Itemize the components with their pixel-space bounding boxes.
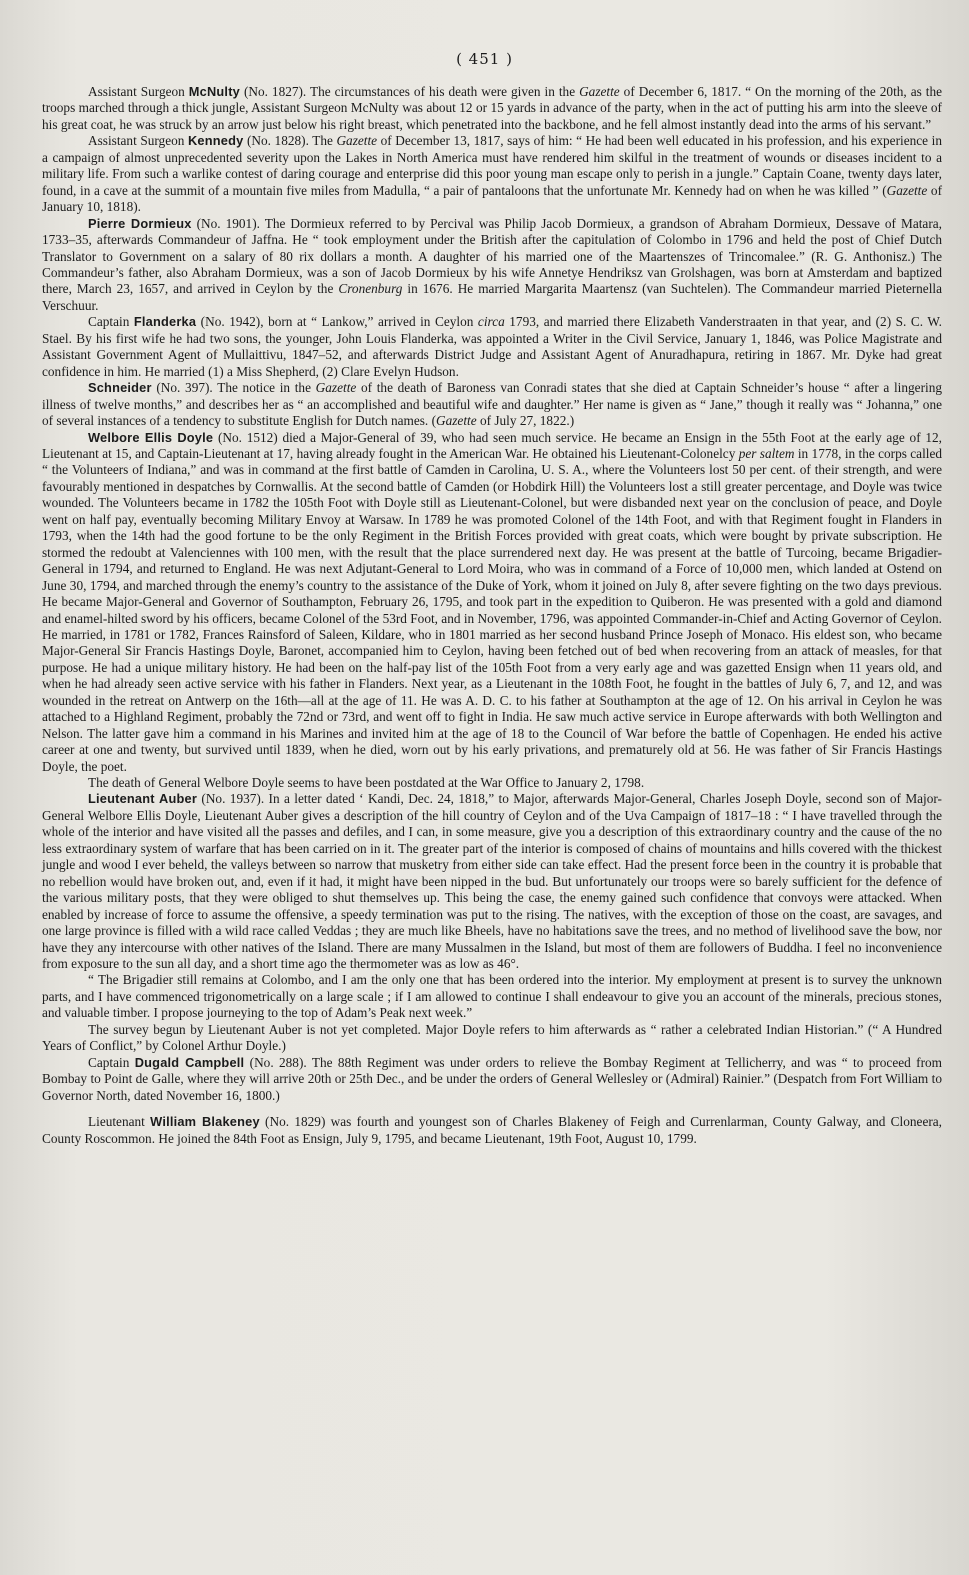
auber-letter-continued: [42, 972, 942, 1021]
entry-prefix: Captain: [88, 314, 134, 330]
entry-kennedy: [42, 133, 942, 215]
entry-text: of the death of Baroness van Conradi states that she died at Captain Schneider’s house “ after a lingering illness of twelve months,” and describes her as “ an accomplished and beautiful wife and daughter.” Her name is given as “ Jane,” though it really was “ Johanna,” one of several instances of a tendency to substitute English for Dutch names. (: [42, 380, 942, 429]
entry-mcnulty: [42, 84, 942, 133]
entry-name: Schneider: [88, 380, 152, 396]
entry-name: Lieutenant Auber: [88, 791, 198, 807]
entry-name: William Blakeney: [150, 1114, 260, 1130]
entry-name: Welbore Ellis Doyle: [88, 429, 214, 445]
entry-italic: Cronenburg: [338, 281, 403, 297]
entry-text: (No. 1828). The: [243, 133, 337, 149]
entry-text: of December 13, 1817, says of him: “ He had been well educated in his profession, and his experience in a campaign of almost unprecedented severity upon the Lakes in North America must have rendered him skilful in the treatment of wounds or diseases incident to a military life. From such a warlike contest of daring courage and enterprise did this poor young man escape only to perish in a jungle.” Captain Coane, twenty days later, found, in a cave at the summit of a mountain five miles from Madulla, “ a pair of pantaloons that the unfortunate Mr. Kennedy had on when he was killed ” (: [42, 133, 942, 198]
entry-text: (No. 1901). The Dormieux referred to by Percival was Philip Jacob Dormieux, a grandson of Abraham Dormieux, Dessave of Matara, 1733–35, afterwards Commandeur of Jaffna. He “ took employment under the British after the capitulation of Colombo in 1796 and held the post of Chief Dutch Translator to Government on a salary of 80 rix dollars a month. A daughter of his married one of the Maartenszes of Trincomalee.” (R. G. Anthonisz.) The Commandeur’s father, also Abraham Dormieux, was a son of Jacob Dormieux by his wife Annetye Hendriksz van Grolshagen, was born at Amsterdam and baptized there, March 23, 1657, and arrived in Ceylon by the: [42, 215, 942, 297]
doyle-death-note: [42, 775, 942, 791]
entry-schneider: [42, 380, 942, 429]
entry-text: (No. 1937). In a letter dated ‘ Kandi, Dec. 24, 1818,” to Major, afterwards Major-General, Charles Joseph Doyle, second son of Major-General Welbore Ellis Doyle, Lieutenant Auber gives a description of the hill country of Ceylon and of the Uva Campaign of 1817–18 : “ I have travelled through the whole of the interior and have visited all the passes and defiles, and I can, in some measure, give you a description of this extraordinary country and the cause of the no less extraordinary system of warfare that has been carried on in it. The greater part of the interior is composed of chains of mountains and hills covered with the thickest jungle and wood I ever beheld, the valleys between so narrow that musketry from either side can take effect. Had the present force been in the country it is probable that no rebellion would have broken out, and, even if it had, it might have been nipped in the bud. But unfortunately our troops were so barely sufficient for the defence of the various military posts, that they were obliged to shut themselves up. This being the case, the enemy gained such confidence that convoys were attacked. When enabled by increase of force to assume the offensive, a speedy termination was put to the rising. The natives, with the exception of those on the coast, are savages, and one large province is filled with a wild race called Veddas ; they are much like Bheels, have no habitations save the trees, and no method of livelihood save the bow, nor have they any intercourse with other natives of the Island. There are many Mussalmen in the Island, but most of them are followers of Buddha. I feel no inconvenience from exposure to the sun all day, and a short time ago the thermometer was as low as 46°.: [42, 791, 942, 972]
entry-italic: Gazette: [436, 413, 477, 429]
entry-text: of January 10, 1818).: [42, 182, 943, 215]
entry-campbell: [42, 1055, 942, 1104]
entry-italic: Gazette: [336, 133, 378, 149]
entry-text: “ The Brigadier still remains at Colombo, and I am the only one that has been ordered into the interior. My employment at present is to survey the unknown parts, and I have commenced trigonometrically on a large scale ; if I am allowed to continue I shall endeavour to give you an account of the minerals, precious stones, and valuable timber. I propose journeying to the top of Adam’s Peak next week.”: [42, 972, 942, 1021]
auber-survey-note: [42, 1022, 942, 1055]
entry-name: Pierre Dormieux: [88, 215, 192, 231]
entry-name: Dugald Campbell: [134, 1054, 245, 1070]
entry-italic: Gazette: [886, 182, 928, 198]
entry-text: (No. 1942), born at “ Lankow,” arrived in Ceylon: [196, 314, 478, 330]
entry-text: (No. 1829) was fourth and youngest son of Charles Blakeney of Feigh and Currenlarman, County Galway, and Cloneera, County Roscommon. He joined the 84th Foot as Ensign, July 9, 1795, and became Lieutenant, 19th Foot, August 10, 1799.: [42, 1114, 943, 1146]
entry-italic: circa: [477, 314, 505, 330]
entry-dormieux: [42, 216, 942, 315]
entry-text: The death of General Welbore Doyle seems to have been postdated at the War Office to January 2, 1798.: [88, 775, 645, 791]
entry-blakeney: [42, 1114, 942, 1147]
entry-text: (No. 1827). The circumstances of his death were given in the: [239, 84, 580, 99]
entry-italic: Gazette: [315, 380, 357, 396]
entry-text: 1793, and married there Elizabeth Vanderstraaten in that year, and (2) S. C. W. Stael. By his first wife he had two sons, the younger, John Louis Flanderka, was appointed a Writer in the Civil Service, January 1, 1846, was Police Magistrate and Assistant Government Agent of Mullaittivu, 1847–52, and afterwards District Judge and Assistant Agent of Anuradhapura, retiring in 1867. Mr. Dyke had great confidence in him. He married (1) a Miss Shepherd, (2) Clare Evelyn Hudson.: [42, 314, 943, 379]
entry-text: in 1778, in the corps called “ the Volunteers of Indiana,” and was in command at the first battle of Camden in Carolina, U. S. A., where the Volunteers lost 50 per cent. of their strength, and were favourably mentioned in despatches by Cornwallis. At the second battle of Camden (or Hobdirk Hill) the Volunteers lost a still greater percentage, and Doyle was twice wounded. The Volunteers became in 1782 the 105th Foot with Doyle still as Lieutenant-Colonel, but were disbanded next year on the conclusion of peace, and Doyle went on half pay, eventually becoming Military Envoy at Warsaw. In 1789 he was promoted Colonel of the 14th Foot, and with that Regiment fought in Flanders in 1793, when the 14th had the good fortune to be the only Regiment in the British Forces provided with great coats, which were bought by private subscription. He stormed the redoubt at Valenciennes with 100 men, with the result that the place surrendered next day. He was present at the battle of Turcoing, became Brigadier-General in 1794, and returned to England. He was next Adjutant-General to Lord Moira, who was in command of a Force of 10,000 men, which landed at Ostend on June 30, 1794, and marched through the enemy’s country to the assistance of the Duke of York, whom it joined on July 8, after severe fighting on the two days previous. He became Major-General and Governor of Southampton, February 26, 1795, and took part in the expedition to Quiberon. He was presented with a gold and diamond and enamel-hilted sword by his officers, became Colonel of the 53rd Foot, and in November, 1796, was appointed Commander-in-Chief and Acting Governor of Ceylon. He married, in 1781 or 1782, Frances Rainsford of Saleen, Kildare, who in 1801 married as her second husband Prince Joseph of Monaco. His eldest son, who became Major-General Sir Francis Hastings Doyle, Baronet, accompanied him to Ceylon, having been fetched out of bed when recovering from an attack of measles, for that purpose. He had a unique military history. He had been on the half-pay list of the 105th Foot from a very early age and was gazetted Ensign when 11 years old, and when he had already seen active service with his father in Flanders. Next year, as a Lieutenant in the 108th Foot, he fought in the battles of July 6, 7, and 12, and was wounded in the retreat on Antwerp on the 16th—all at the age of 11. He was A. D. C. to his father at Southampton at the age of 12. On his arrival in Ceylon he was attached to a Highland Regiment, probably the 72nd or 73rd, and went off to fight in India. He saw much active service in Europe afterwards with both Wellington and Nelson. The latter gave him a command in his Marines and invited him at the age of 18 to the Council of War before the battle of Copenhagen. He ended his active career at one and twenty, but survived until 1839, when he died, worn out by his early privations, and prematurely old at 56. He was father of Sir Francis Hastings Doyle, the poet.: [42, 445, 943, 774]
entry-text: (No. 288). The 88th Regiment was under orders to relieve the Bombay Regiment at Tellicherry, and was “ to proceed from Bombay to Point de Galle, where they will arrive 20th or 25th Dec., and be under the orders of General Wellesley or (Admiral) Rainier.” (Despatch from Fort William to Governor North, dated November 16, 1800.): [42, 1054, 942, 1103]
entry-text: of December 6, 1817. “ On the morning of the 20th, as the troops marched through a thick jungle, Assistant Surgeon McNulty was about 12 or 15 yards in advance of the party, when in the act of putting his arm into the sleeve of his great coat, he was struck by an arrow just below his right breast, which penetrated into the backbone, and he fell almost instantly dead into the arms of his servant.”: [42, 84, 942, 132]
entry-prefix: Lieutenant: [88, 1114, 151, 1130]
entry-text: of July 27, 1822.): [476, 413, 575, 429]
text-body: [42, 84, 942, 1147]
entry-text: (No. 1512) died a Major-General of 39, who had seen much service. He became an Ensign in the 55th Foot at the early age of 12, Lieutenant at 15, and Captain-Lieutenant at 17, having already fought in the American War. He obtained his Lieutenant-Colonelcy: [42, 429, 942, 461]
entry-auber: [42, 791, 942, 972]
entry-prefix: Assistant Surgeon: [88, 133, 188, 149]
entry-name: Kennedy: [187, 133, 244, 149]
entry-name: McNulty: [188, 84, 240, 99]
entry-text: The survey begun by Lieutenant Auber is not yet completed. Major Doyle refers to him afterwards as “ rather a celebrated Indian Historian.” (“ A Hundred Years of Conflict,” by Colonel Arthur Doyle.): [42, 1021, 942, 1054]
entry-italic: per saltem: [738, 445, 795, 461]
entry-doyle: [42, 430, 942, 776]
entry-prefix: Captain: [88, 1054, 135, 1070]
page-number: ( 451 ): [456, 50, 513, 68]
entry-prefix: Assistant Surgeon: [88, 84, 189, 99]
entry-flanderka: [42, 314, 942, 380]
entry-name: Flanderka: [133, 314, 197, 330]
entry-text: (No. 397). The notice in the: [151, 380, 316, 396]
entry-text: in 1676. He married Margarita Maartensz (van Suchtelen). The Commandeur married Pieternella Verschuur.: [42, 281, 942, 313]
entry-italic: Gazette: [579, 84, 620, 99]
